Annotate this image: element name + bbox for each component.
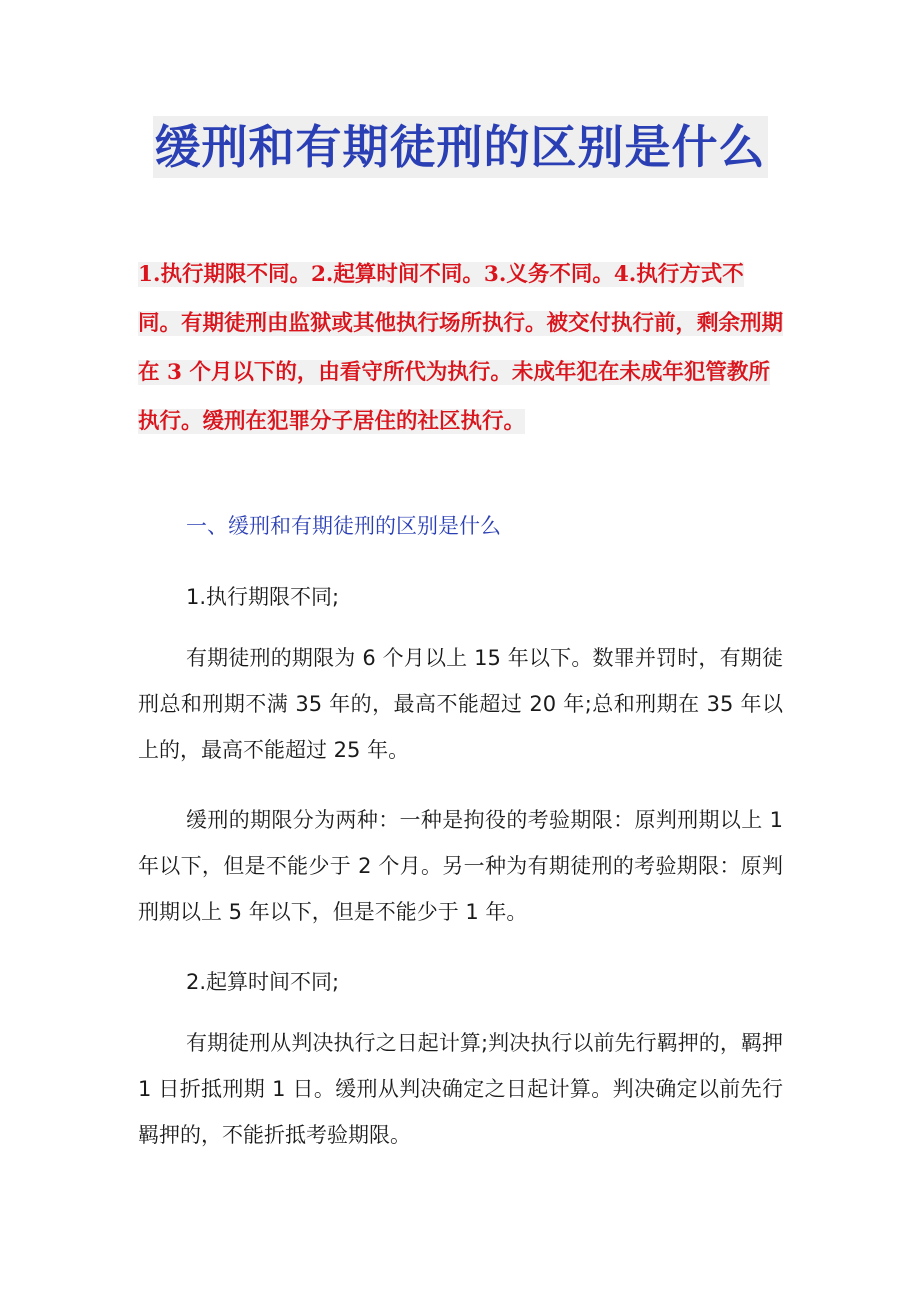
document-title: 缓刑和有期徒刑的区别是什么 [153, 116, 768, 178]
paragraph-4: 2.起算时间不同; [186, 970, 340, 994]
summary-paragraph [138, 250, 783, 446]
section-heading: 一、缓刑和有期徒刑的区别是什么 [186, 514, 501, 538]
paragraph-3: 缓刑的期限分为两种：一种是拘役的考验期限：原判刑期以上 1 年以下，但是不能少于 2 个月。另一种为有期徒刑的考验期限：原判刑期以上 5 年以下，但是不能少于 1 年。 [138, 808, 783, 924]
paragraph-1: 1.执行期限不同; [186, 585, 340, 609]
summary-text: 1.执行期限不同。2.起算时间不同。3.义务不同。4.执行方式不同。有期徒刑由监狱或其他执行场所执行。被交付执行前，剩余刑期在 3 个月以下的，由看守所代为执行。未成年犯在未成年犯管教所执行。缓刑在犯罪分子居住的社区执行。 [138, 262, 784, 434]
paragraph-2: 有期徒刑的期限为 6 个月以上 15 年以下。数罪并罚时，有期徒刑总和刑期不满 35 年的，最高不能超过 20 年;总和刑期在 35 年以上的，最高不能超过 25 年。 [138, 646, 783, 762]
title-wrap [0, 116, 920, 178]
paragraph-5: 有期徒刑从判决执行之日起计算;判决执行以前先行羁押的，羁押 1 日折抵刑期 1 日。缓刑从判决确定之日起计算。判决确定以前先行羁押的，不能折抵考验期限。 [138, 1031, 783, 1147]
